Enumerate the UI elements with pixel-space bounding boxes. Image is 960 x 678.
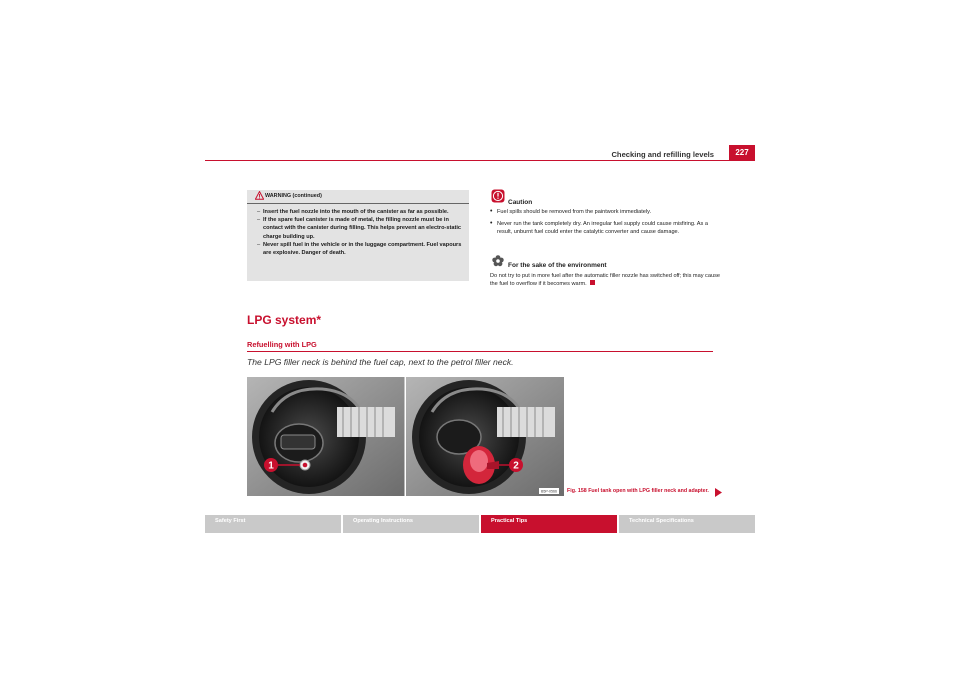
warning-list — [257, 208, 466, 257]
tab-label: Practical Tips — [491, 518, 528, 524]
warning-item: – If the spare fuel canister is made of metal, the filling nozzle must be in contact with the canister during filling. This helps prevent an electro-static charge building up. — [257, 217, 461, 240]
tab-practical-tips[interactable] — [481, 515, 617, 533]
caution-title: Caution — [508, 199, 533, 206]
figure-panel-left — [247, 377, 405, 496]
warning-title: WARNING (continued) — [265, 193, 322, 199]
tab-label: Safety First — [215, 518, 246, 524]
warning-box — [247, 190, 469, 281]
running-header-title: Checking and refilling levels — [611, 150, 714, 159]
warning-item-text: If the spare fuel canister is made of metal, the filling nozzle must be in contact with the canister during filling. This helps prevent an electro-static charge building up. — [263, 217, 461, 240]
figure-illustration — [247, 377, 564, 496]
figure-code: B5P-0566 — [541, 489, 557, 494]
environment-title: For the sake of the environment — [508, 262, 607, 269]
warning-item-text: Insert the fuel nozzle into the mouth of the canister as far as possible. — [263, 209, 449, 215]
continue-arrow-icon — [715, 488, 722, 497]
environment-text-body: Do not try to put in more fuel after the automatic filler nozzle has switched off; this may cause the fuel to overflow if it becomes warm. — [490, 273, 720, 288]
tab-technical-specifications[interactable] — [619, 515, 755, 533]
caution-item — [490, 208, 720, 216]
figure-caption: Fig. 158 Fuel tank open with LPG filler neck and adapter. — [567, 488, 709, 494]
warning-item-text: Never spill fuel in the vehicle or in the luggage compartment. Fuel vapours are explosive. Danger of death. — [263, 241, 462, 257]
figure-fuel-tank — [247, 377, 564, 496]
warning-item: – Insert the fuel nozzle into the mouth of the canister as far as possible. — [257, 209, 449, 215]
figure-panel-right — [406, 377, 564, 496]
end-of-section-mark — [590, 280, 595, 285]
tab-label: Technical Specifications — [629, 518, 694, 524]
caution-item-text: Never run the tank completely dry. An irregular fuel supply could cause misfiring. As a result, unburnt fuel could enter the catalytic converter and cause damage. — [497, 221, 709, 236]
warning-item: – Never spill fuel in the vehicle or in the luggage compartment. Fuel vapours are explosive. Danger of death. — [257, 241, 462, 257]
caution-item — [490, 220, 720, 237]
environment-flower-icon — [491, 254, 505, 268]
callout-1-label: 1 — [268, 460, 274, 472]
caution-item-text: Fuel spills should be removed from the paintwork immediately. — [497, 209, 652, 215]
header-rule — [205, 160, 755, 161]
warning-triangle-icon — [255, 191, 264, 200]
subsection-title: Refuelling with LPG — [247, 340, 317, 349]
environment-text — [490, 272, 722, 289]
bullet-icon: • — [490, 208, 493, 215]
tab-safety-first[interactable] — [205, 515, 341, 533]
callout-2-label: 2 — [513, 460, 519, 472]
tab-operating-instructions[interactable] — [343, 515, 479, 533]
bullet-icon: • — [490, 220, 493, 227]
caution-icon — [491, 189, 505, 203]
warning-header — [247, 190, 469, 204]
section-title: LPG system* — [247, 313, 322, 327]
subsection-rule — [247, 351, 713, 352]
intro-text: The LPG filler neck is behind the fuel cap, next to the petrol filler neck. — [247, 357, 514, 367]
tab-label: Operating Instructions — [353, 518, 413, 524]
page-number: 227 — [729, 145, 755, 160]
